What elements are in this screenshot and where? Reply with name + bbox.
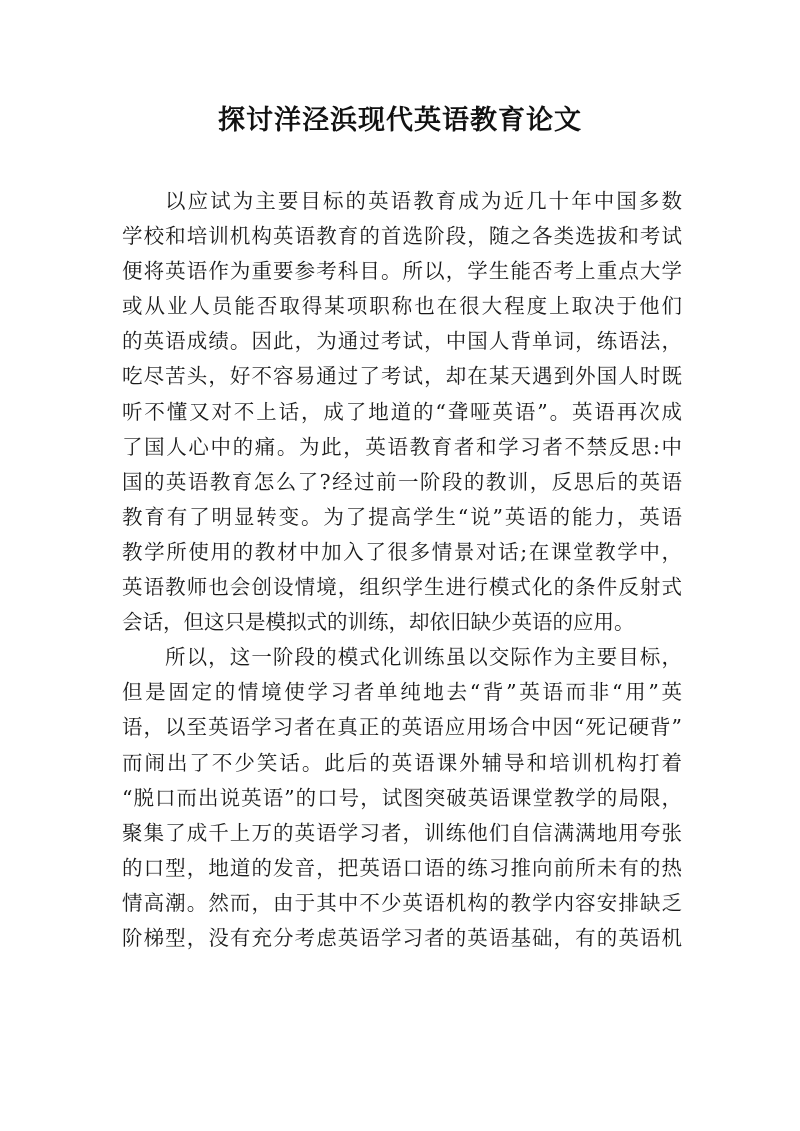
- text-line: 情高潮。然而，由于其中不少英语机构的教学内容安排缺乏: [122, 890, 682, 915]
- text-line: 所以，这一阶段的模式化训练虽以交际作为主要目标，: [165, 645, 682, 670]
- text-line: 但是固定的情境使学习者单纯地去“背”英语而非“用”英: [122, 680, 682, 705]
- text-line: 学校和培训机构英语教育的首选阶段，随之各类选拔和考试: [122, 224, 682, 249]
- document-title: 探讨洋泾浜现代英语教育论文: [218, 105, 582, 136]
- text-line: 阶梯型，没有充分考虑英语学习者的英语基础，有的英语机: [122, 925, 682, 950]
- text-line: 聚集了成千上万的英语学习者，训练他们自信满满地用夸张: [122, 820, 682, 845]
- text-line: “脱口而出说英语”的口号，试图突破英语课堂教学的局限，: [122, 785, 682, 810]
- document-body: [122, 184, 682, 956]
- text-line: 会话，但这只是模拟式的训练，却依旧缺少英语的应用。: [122, 610, 635, 635]
- text-line: 听不懂又对不上话，成了地道的“聋哑英语”。英语再次成: [122, 399, 682, 424]
- text-line: 以应试为主要目标的英语教育成为近几十年中国多数: [165, 189, 682, 213]
- text-line: 国的英语教育怎么了?经过前一阶段的教训，反思后的英语: [122, 469, 682, 494]
- text-line: 吃尽苦头，好不容易通过了考试，却在某天遇到外国人时既: [122, 364, 682, 389]
- text-line: 便将英语作为重要参考科目。所以，学生能否考上重点大学: [122, 259, 682, 284]
- text-line: 的口型，地道的发音，把英语口语的练习推向前所未有的热: [122, 855, 682, 880]
- text-line: 的英语成绩。因此，为通过考试，中国人背单词，练语法，: [122, 329, 682, 354]
- text-line: 英语教师也会创设情境，组织学生进行模式化的条件反射式: [122, 575, 682, 600]
- text-line: 语，以至英语学习者在真正的英语应用场合中因“死记硬背”: [122, 715, 682, 740]
- text-line: 或从业人员能否取得某项职称也在很大程度上取决于他们: [122, 294, 682, 319]
- text-line: 教育有了明显转变。为了提高学生“说”英语的能力，英语: [122, 504, 682, 529]
- text-line: 了国人心中的痛。为此，英语教育者和学习者不禁反思:中: [122, 434, 682, 459]
- text-line: 教学所使用的教材中加入了很多情景对话;在课堂教学中，: [122, 539, 682, 564]
- text-line: 而闹出了不少笑话。此后的英语课外辅导和培训机构打着: [122, 750, 682, 775]
